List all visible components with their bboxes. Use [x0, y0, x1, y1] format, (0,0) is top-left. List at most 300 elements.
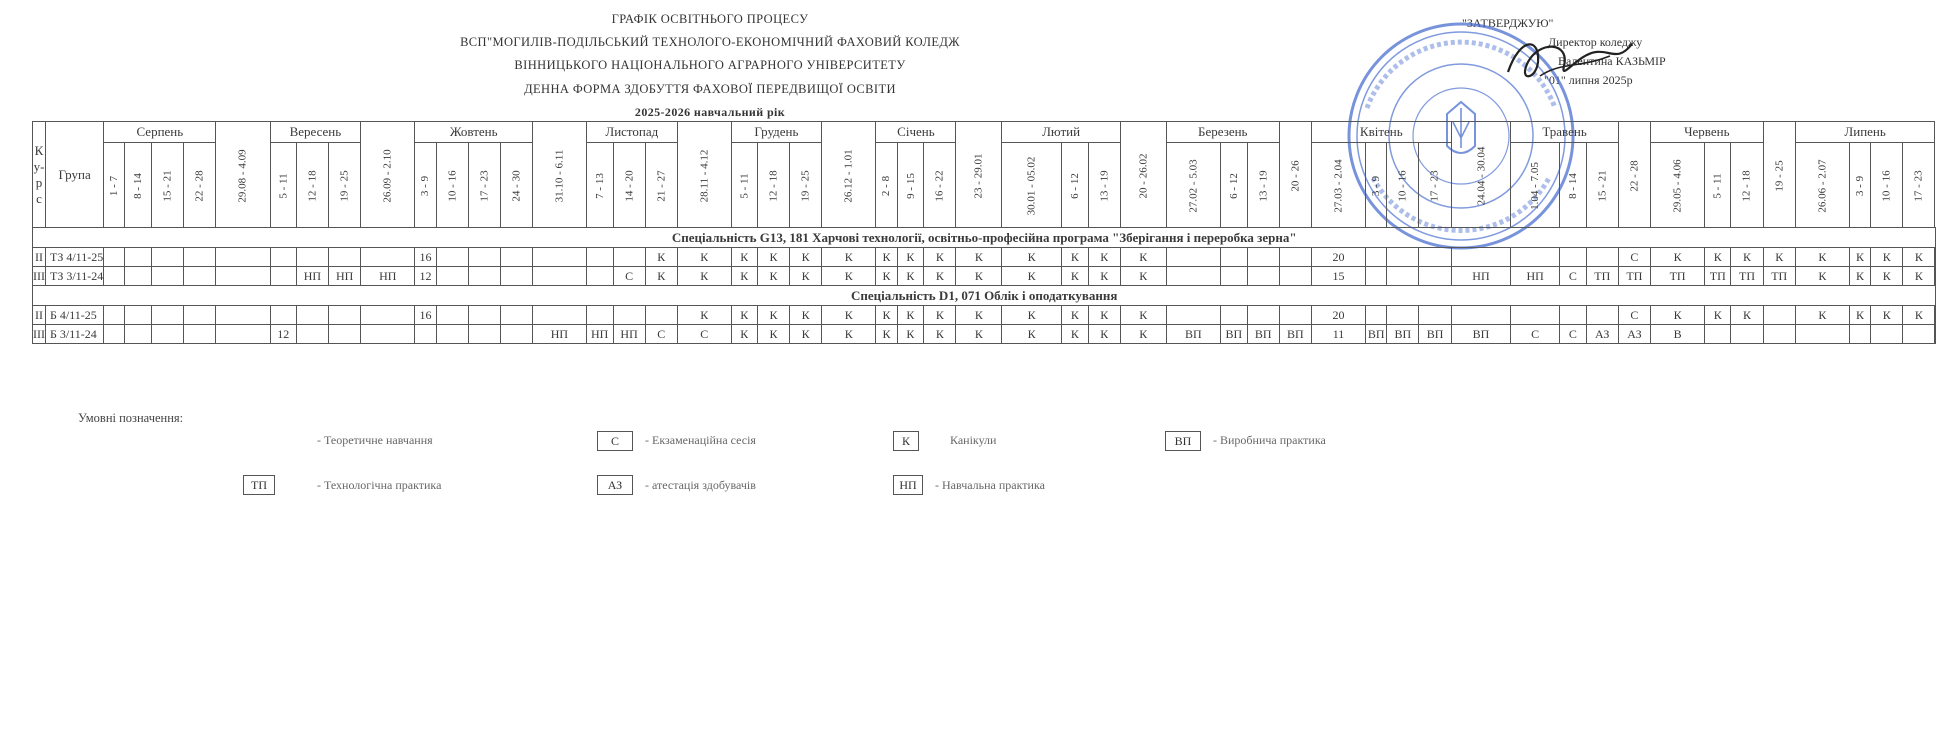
- week-cell: [1387, 143, 1419, 228]
- schedule-cell: К: [1062, 325, 1089, 344]
- table-row: [33, 325, 1936, 344]
- schedule-cell: [1903, 325, 1935, 344]
- schedule-cell: [152, 248, 184, 267]
- schedule-cell: К: [956, 306, 1002, 325]
- week-cell: [1651, 143, 1705, 228]
- legend-attest-text: - атестація здобувачів: [645, 478, 756, 492]
- schedule-cell: [125, 267, 152, 286]
- week-label: 10 - 16: [446, 169, 459, 202]
- week-cell: [415, 143, 436, 228]
- schedule-cell: К: [1002, 248, 1062, 267]
- month-header: Травень: [1511, 122, 1619, 143]
- week-cell: [677, 122, 731, 228]
- schedule-cell: К: [1062, 248, 1089, 267]
- legend-tech-text: - Технологічна практика: [317, 478, 442, 492]
- schedule-cell: [613, 306, 645, 325]
- column-kurs: Ку-рс: [33, 122, 46, 228]
- schedule-cell: К: [1795, 248, 1849, 267]
- legend-attest-symbol: АЗ: [597, 475, 633, 495]
- table-row: [33, 306, 1936, 325]
- schedule-cell: С: [1559, 267, 1586, 286]
- schedule-cell: 11: [1311, 325, 1365, 344]
- schedule-cell: К: [876, 306, 897, 325]
- week-label: 12 - 18: [767, 169, 780, 202]
- schedule-cell: ТП: [1763, 267, 1795, 286]
- week-cell: [1795, 143, 1849, 228]
- schedule-cell: К: [1120, 248, 1166, 267]
- table-row: [33, 267, 1936, 286]
- schedule-cell: [1166, 267, 1220, 286]
- schedule-cell: ТП: [1618, 267, 1650, 286]
- schedule-cell: ТП: [1705, 267, 1731, 286]
- schedule-cell: К: [677, 267, 731, 286]
- legend-tech-symbol: ТП: [243, 475, 275, 495]
- schedule-cell: К: [956, 267, 1002, 286]
- schedule-cell: К: [1651, 306, 1705, 325]
- week-label: 13 - 19: [1098, 169, 1111, 202]
- week-cell: [897, 143, 924, 228]
- schedule-cell: К: [1062, 267, 1089, 286]
- schedule-cell: [500, 306, 532, 325]
- schedule-cell: К: [1795, 306, 1849, 325]
- schedule-cell: [1247, 267, 1279, 286]
- week-label: 20 - 26: [1289, 159, 1302, 192]
- schedule-cell: К: [1002, 306, 1062, 325]
- schedule-cell: 16: [415, 248, 436, 267]
- schedule-cell: [296, 306, 328, 325]
- schedule-cell: [1795, 325, 1849, 344]
- schedule-cell: К: [1795, 267, 1849, 286]
- week-label: 5 - 11: [1711, 172, 1724, 199]
- week-cell: [876, 143, 897, 228]
- group-cell: ТЗ 4/11-25: [46, 248, 104, 267]
- schedule-cell: [586, 267, 613, 286]
- week-cell: [329, 143, 361, 228]
- schedule-cell: [270, 306, 296, 325]
- week-cell: [184, 143, 216, 228]
- schedule-cell: К: [822, 306, 876, 325]
- week-cell: [1002, 143, 1062, 228]
- approval-block: [1440, 14, 1730, 90]
- schedule-cell: К: [924, 325, 956, 344]
- schedule-cell: С: [1559, 325, 1586, 344]
- schedule-cell: [104, 248, 125, 267]
- group-cell: Б 3/11-24: [46, 325, 104, 344]
- schedule-cell: [216, 248, 270, 267]
- schedule-cell: [436, 325, 468, 344]
- schedule-cell: [104, 267, 125, 286]
- week-label: 1.04 - 7.05: [1529, 161, 1542, 210]
- schedule-cell: К: [1903, 267, 1935, 286]
- month-header: Вересень: [270, 122, 361, 143]
- schedule-cell: К: [1002, 325, 1062, 344]
- week-label: 12 - 18: [306, 169, 319, 202]
- schedule-cell: [152, 306, 184, 325]
- schedule-cell: К: [677, 248, 731, 267]
- schedule-cell: К: [1763, 248, 1795, 267]
- week-cell: [436, 143, 468, 228]
- schedule-cell: [296, 325, 328, 344]
- schedule-cell: [270, 267, 296, 286]
- schedule-table: [32, 121, 1936, 344]
- month-header: Грудень: [731, 122, 822, 143]
- schedule-cell: [1586, 306, 1618, 325]
- schedule-cell: 12: [270, 325, 296, 344]
- week-label: 13 - 19: [1257, 169, 1270, 202]
- schedule-cell: [104, 325, 125, 344]
- month-header: Серпень: [104, 122, 216, 143]
- schedule-cell: [125, 306, 152, 325]
- week-label: 20 - 26.02: [1137, 153, 1150, 198]
- week-cell: [1062, 143, 1089, 228]
- schedule-cell: [613, 248, 645, 267]
- legend-theory-text: - Теоретичне навчання: [317, 433, 433, 447]
- schedule-cell: К: [1731, 306, 1763, 325]
- schedule-cell: К: [822, 267, 876, 286]
- schedule-cell: К: [1871, 248, 1903, 267]
- schedule-cell: К: [897, 306, 924, 325]
- schedule-cell: [329, 306, 361, 325]
- schedule-cell: [1511, 306, 1560, 325]
- schedule-cell: [1419, 306, 1451, 325]
- schedule-cell: АЗ: [1586, 325, 1618, 344]
- schedule-cell: [1247, 306, 1279, 325]
- schedule-cell: [1366, 306, 1387, 325]
- schedule-cell: В: [1651, 325, 1705, 344]
- schedule-cell: НП: [586, 325, 613, 344]
- schedule-cell: НП: [533, 325, 587, 344]
- approval-position: Директор коледжу: [1548, 35, 1643, 49]
- schedule-cell: [645, 306, 677, 325]
- schedule-cell: [1387, 306, 1419, 325]
- schedule-cell: К: [1871, 306, 1903, 325]
- schedule-cell: [125, 325, 152, 344]
- schedule-cell: НП: [1451, 267, 1511, 286]
- week-cell: [104, 143, 125, 228]
- schedule-cell: К: [1903, 306, 1935, 325]
- schedule-cell: [1279, 306, 1311, 325]
- schedule-cell: К: [1651, 248, 1705, 267]
- schedule-cell: [152, 325, 184, 344]
- schedule-cell: [1419, 248, 1451, 267]
- schedule-cell: ВП: [1279, 325, 1311, 344]
- schedule-cell: С: [645, 325, 677, 344]
- schedule-cell: К: [897, 248, 924, 267]
- week-label: 8 - 14: [1566, 172, 1579, 199]
- schedule-cell: [586, 306, 613, 325]
- specialty-row: [33, 228, 1936, 248]
- schedule-cell: К: [757, 325, 789, 344]
- schedule-cell: К: [1088, 306, 1120, 325]
- week-label: 14 - 20: [623, 169, 636, 202]
- schedule-cell: 12: [415, 267, 436, 286]
- approval-heading: "ЗАТВЕРДЖУЮ": [1462, 16, 1554, 30]
- week-cell: [1705, 143, 1731, 228]
- week-label: 19 - 25: [1773, 159, 1786, 192]
- schedule-cell: К: [1120, 325, 1166, 344]
- schedule-cell: [436, 267, 468, 286]
- title-line-4: ДЕННА ФОРМА ЗДОБУТТЯ ФАХОВОЇ ПЕРЕДВИЩОЇ ОСВІТИ: [524, 82, 896, 96]
- schedule-cell: К: [677, 306, 731, 325]
- schedule-cell: [500, 325, 532, 344]
- schedule-cell: К: [790, 306, 822, 325]
- week-label: 5 - 11: [277, 172, 290, 199]
- schedule-cell: [1586, 248, 1618, 267]
- week-cell: [1279, 122, 1311, 228]
- schedule-cell: [1220, 306, 1247, 325]
- schedule-cell: [1559, 248, 1586, 267]
- schedule-cell: К: [876, 248, 897, 267]
- week-cell: [1120, 122, 1166, 228]
- week-label: 10 - 16: [1880, 169, 1893, 202]
- specialty-row: [33, 286, 1936, 306]
- schedule-cell: АЗ: [1618, 325, 1650, 344]
- schedule-cell: С: [1618, 306, 1650, 325]
- schedule-cell: [329, 248, 361, 267]
- legend-production-symbol: ВП: [1165, 431, 1201, 451]
- week-label: 22 - 28: [1628, 159, 1641, 192]
- schedule-cell: [436, 248, 468, 267]
- schedule-cell: К: [790, 248, 822, 267]
- week-cell: [1586, 143, 1618, 228]
- week-cell: [1559, 143, 1586, 228]
- legend-exam-symbol: С: [597, 431, 633, 451]
- month-header: Лютий: [1002, 122, 1121, 143]
- schedule-cell: [1220, 267, 1247, 286]
- schedule-cell: К: [822, 248, 876, 267]
- schedule-cell: НП: [613, 325, 645, 344]
- schedule-cell: [533, 267, 587, 286]
- schedule-cell: К: [1120, 267, 1166, 286]
- schedule-cell: [270, 248, 296, 267]
- schedule-cell: НП: [361, 267, 415, 286]
- week-label: 31.10 - 6.11: [553, 149, 566, 202]
- schedule-cell: [1279, 248, 1311, 267]
- week-label: 12 - 18: [1741, 169, 1754, 202]
- schedule-cell: [1849, 325, 1870, 344]
- schedule-cell: 15: [1311, 267, 1365, 286]
- schedule-cell: К: [1062, 306, 1089, 325]
- schedule-cell: [125, 248, 152, 267]
- schedule-cell: ВП: [1387, 325, 1419, 344]
- schedule-cell: [1705, 325, 1731, 344]
- week-cell: [1220, 143, 1247, 228]
- schedule-cell: С: [613, 267, 645, 286]
- week-label: 17 - 23: [478, 169, 491, 202]
- title-line-3: ВІННИЦЬКОГО НАЦІОНАЛЬНОГО АГРАРНОГО УНІВЕРСИТЕТУ: [514, 58, 906, 72]
- week-label: 6 - 12: [1227, 172, 1240, 199]
- week-label: 7 - 13: [593, 172, 606, 199]
- schedule-cell: ВП: [1419, 325, 1451, 344]
- month-header: Березень: [1166, 122, 1279, 143]
- schedule-cell: ВП: [1247, 325, 1279, 344]
- week-cell: [613, 143, 645, 228]
- week-label: 30.01 - 05.02: [1025, 156, 1038, 215]
- schedule-cell: К: [924, 248, 956, 267]
- schedule-cell: [1511, 248, 1560, 267]
- schedule-cell: [468, 267, 500, 286]
- approval-name: Валентина КАЗЬМІР: [1558, 54, 1666, 68]
- schedule-cell: К: [924, 306, 956, 325]
- schedule-cell: НП: [1511, 267, 1560, 286]
- week-label: 15 - 21: [161, 169, 174, 202]
- schedule-cell: [1419, 267, 1451, 286]
- week-cell: [1247, 143, 1279, 228]
- schedule-cell: К: [897, 267, 924, 286]
- schedule-cell: [1387, 267, 1419, 286]
- schedule-cell: [415, 325, 436, 344]
- week-label: 17 - 23: [1912, 169, 1925, 202]
- week-cell: [1419, 143, 1451, 228]
- schedule-cell: ТП: [1586, 267, 1618, 286]
- week-label: 23 - 29.01: [972, 153, 985, 198]
- week-cell: [533, 122, 587, 228]
- schedule-cell: К: [924, 267, 956, 286]
- schedule-cell: К: [790, 267, 822, 286]
- week-cell: [1763, 122, 1795, 228]
- schedule-cell: К: [876, 325, 897, 344]
- schedule-cell: [1166, 248, 1220, 267]
- schedule-cell: ВП: [1366, 325, 1387, 344]
- week-label: 5 - 11: [738, 172, 751, 199]
- schedule-cell: [1366, 267, 1387, 286]
- week-label: 26.09 - 2.10: [381, 148, 394, 203]
- schedule-cell: К: [757, 306, 789, 325]
- schedule-cell: [586, 248, 613, 267]
- schedule-cell: [152, 267, 184, 286]
- approval-date: "01" липня 2025р: [1544, 73, 1633, 87]
- schedule-cell: [361, 306, 415, 325]
- schedule-cell: К: [645, 248, 677, 267]
- schedule-cell: [468, 248, 500, 267]
- week-cell: [1731, 143, 1763, 228]
- kurs-cell: ІІІ: [33, 325, 46, 344]
- week-label: 19 - 25: [338, 169, 351, 202]
- specialty-title: Спеціальність D1, 071 Облік і оподаткування: [33, 286, 1936, 306]
- schedule-cell: К: [1705, 306, 1731, 325]
- schedule-cell: [533, 248, 587, 267]
- schedule-cell: К: [1849, 267, 1870, 286]
- schedule-cell: К: [790, 325, 822, 344]
- week-cell: [1849, 143, 1870, 228]
- month-header: Квітень: [1311, 122, 1451, 143]
- schedule-cell: [436, 306, 468, 325]
- kurs-cell: ІІ: [33, 306, 46, 325]
- week-cell: [645, 143, 677, 228]
- week-label: 26.12 - 1.01: [842, 148, 855, 203]
- week-label: 15 - 21: [1596, 169, 1609, 202]
- week-label: 3 - 9: [419, 175, 432, 196]
- week-cell: [1871, 143, 1903, 228]
- academic-year: 2025-2026 навчальний рік: [634, 105, 786, 119]
- schedule-cell: [184, 248, 216, 267]
- week-cell: [1618, 122, 1650, 228]
- group-cell: ТЗ 3/11-24: [46, 267, 104, 286]
- week-label: 9 - 15: [904, 172, 917, 199]
- schedule-cell: К: [822, 325, 876, 344]
- week-label: 27.03 - 2.04: [1332, 158, 1345, 213]
- title-line-2: ВСП"МОГИЛІВ-ПОДІЛЬСЬКИЙ ТЕХНОЛОГО-ЕКОНОМІЧНИЙ ФАХОВИЙ КОЛЕДЖ: [460, 35, 960, 49]
- week-label: 21 - 27: [655, 169, 668, 202]
- week-cell: [1088, 143, 1120, 228]
- week-label: 6 - 12: [1068, 172, 1081, 199]
- week-cell: [296, 143, 328, 228]
- schedule-cell: К: [1088, 325, 1120, 344]
- schedule-cell: [500, 248, 532, 267]
- month-header: Жовтень: [415, 122, 533, 143]
- column-grupa: Група: [46, 122, 104, 228]
- week-label: 2 - 8: [880, 175, 893, 196]
- schedule-cell: К: [731, 267, 757, 286]
- schedule-cell: [296, 248, 328, 267]
- schedule-cell: ТП: [1731, 267, 1763, 286]
- schedule-cell: К: [1903, 248, 1935, 267]
- group-cell: Б 4/11-25: [46, 306, 104, 325]
- kurs-cell: ІІІ: [33, 267, 46, 286]
- week-cell: [1903, 143, 1935, 228]
- schedule-cell: [216, 325, 270, 344]
- legend-holiday-text: Канікули: [950, 433, 997, 447]
- schedule-cell: [1763, 325, 1795, 344]
- schedule-cell: [1871, 325, 1903, 344]
- month-header-row: [33, 122, 1936, 143]
- schedule-cell: К: [1705, 248, 1731, 267]
- schedule-cell: К: [956, 325, 1002, 344]
- schedule-cell: К: [1088, 267, 1120, 286]
- week-label: 16 - 22: [933, 169, 946, 202]
- table-row: [33, 248, 1936, 267]
- schedule-cell: К: [956, 248, 1002, 267]
- schedule-cell: ВП: [1451, 325, 1511, 344]
- week-cell: [1166, 143, 1220, 228]
- week-label: 29.05 - 4.06: [1671, 158, 1684, 213]
- schedule-cell: К: [1849, 306, 1870, 325]
- schedule-cell: [104, 306, 125, 325]
- legend-study-text: - Навчальна практика: [935, 478, 1045, 492]
- schedule-cell: [361, 325, 415, 344]
- week-cell: [586, 143, 613, 228]
- week-label: 19 - 25: [799, 169, 812, 202]
- week-label: 26.06 - 2.07: [1816, 158, 1829, 213]
- week-cell: [361, 122, 415, 228]
- schedule-cell: [500, 267, 532, 286]
- week-cell: [1451, 122, 1511, 228]
- week-label: 22 - 28: [193, 169, 206, 202]
- week-cell: [125, 143, 152, 228]
- schedule-cell: ВП: [1166, 325, 1220, 344]
- week-cell: [731, 143, 757, 228]
- schedule-cell: К: [1849, 248, 1870, 267]
- week-cell: [216, 122, 270, 228]
- week-cell: [1511, 143, 1560, 228]
- legend-study-symbol: НП: [893, 475, 923, 495]
- schedule-cell: [1247, 248, 1279, 267]
- schedule-cell: [184, 267, 216, 286]
- schedule-cell: ТП: [1651, 267, 1705, 286]
- week-cell: [270, 143, 296, 228]
- schedule-cell: [1451, 248, 1511, 267]
- schedule-cell: К: [897, 325, 924, 344]
- schedule-cell: К: [731, 248, 757, 267]
- schedule-cell: [1451, 306, 1511, 325]
- schedule-cell: [1731, 325, 1763, 344]
- schedule-cell: [184, 306, 216, 325]
- week-cell: [956, 122, 1002, 228]
- week-label: 29.08 - 4.09: [237, 148, 250, 203]
- schedule-cell: [1366, 248, 1387, 267]
- month-header: Січень: [876, 122, 956, 143]
- week-cell: [822, 122, 876, 228]
